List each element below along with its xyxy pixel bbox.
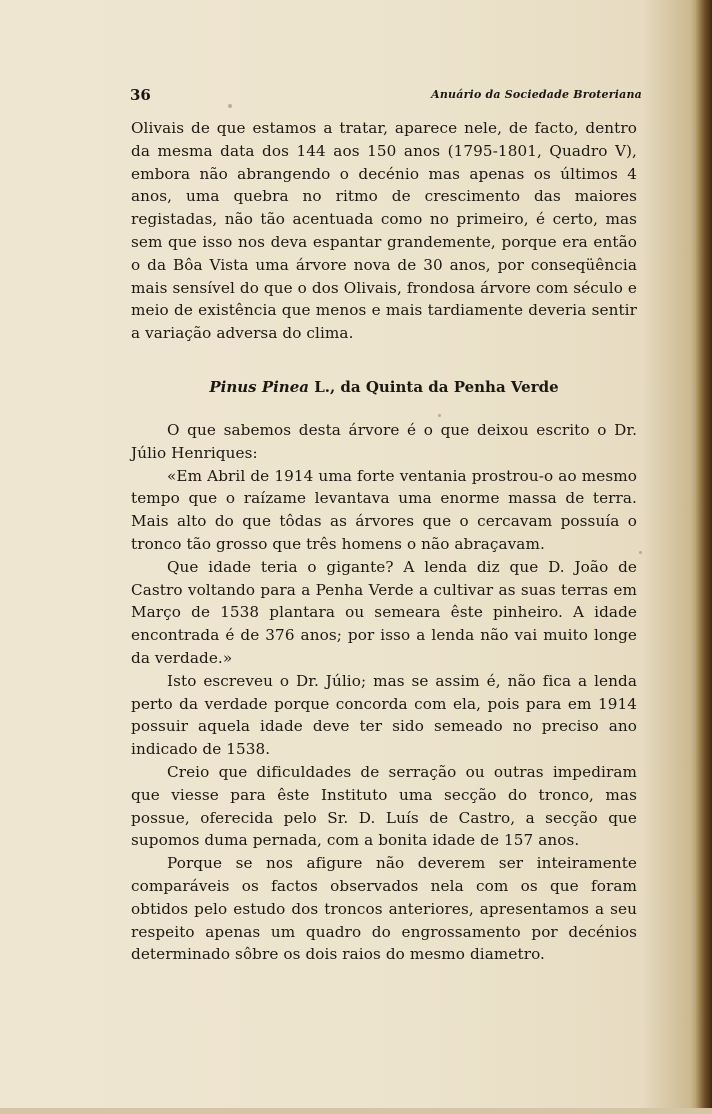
paragraph: Isto escreveu o Dr. Júlio; mas se assim é, não fica a lenda perto da verdade porque concorda com ela, pois para em 1914 possuir aquela idade deve ter sido semeado no preciso ano indicado de 1538. — [131, 671, 637, 759]
paragraph: Olivais de que estamos a tratar, aparece nele, de facto, dentro da mesma data dos 144 aos 150 anos (1795-1801, Quadro V), embora não abrangendo o decénio mas apenas os últimos 4 anos, uma quebra no ritmo de crescimento das maiores registadas, não tão acentuada como no primeiro, é certo, mas sem que isso nos deva espantar grandemente, porque era então o da Bôa Vista uma árvore nova de 30 anos, por conseqüência mais sensível do que o dos Olivais, frondosa árvore com século e meio de existência que menos e mais tardiamente deveria sentir a variação adversa do clima. — [131, 119, 637, 343]
paper-speck — [228, 104, 232, 108]
paragraph: O que sabemos desta árvore é o que deixou escrito o Dr. Júlio Henriques: — [131, 421, 637, 462]
book-spine-edge — [696, 0, 712, 1114]
paragraph: Creio que dificuldades de serração ou outras impediram que viesse para êste Instituto uma secção do tronco, mas possue, oferecida pelo Sr. D. Luís de Castro, a secção que supomos duma pernada, com a bonita idade de 157 anos. — [131, 762, 637, 850]
section-heading — [131, 378, 637, 396]
journal-title: Anuário da Sociedade Broteriana — [431, 88, 642, 101]
paper-speck — [639, 551, 642, 554]
section-heading-rest: L., da Quinta da Penha Verde — [308, 378, 559, 396]
quote-paragraph: Que idade teria o gigante? A lenda diz que D. João de Castro voltando para a Penha Verde a cultivar as suas terras em Março de 1538 plantara ou semeara êste pinheiro. A idade encontrada é de 376 anos; por isso a lenda não vai muito longe da verdade.» — [131, 557, 637, 667]
quote-paragraph: «Em Abril de 1914 uma forte ventania prostrou-o ao mesmo tempo que o raízame levantava uma enorme massa de terra. Mais alto do que tôdas as árvores que o cercavam possuía o tronco tão grosso que três homens o não abraçavam. — [131, 466, 637, 553]
page-bottom-edge — [0, 1108, 712, 1114]
page-number: 36 — [130, 86, 151, 104]
paper-speck — [438, 414, 441, 417]
running-head — [130, 86, 642, 106]
paragraph: Porque se nos afigure não deverem ser inteiramente comparáveis os factos observados nela com os que foram obtidos pelo estudo dos troncos anteriores, apresentamos a seu respeito apenas um quadro do engrossamento por decénios determinado sôbre os dois raios do mesmo diametro. — [131, 854, 637, 964]
species-name: Pinus Pinea — [209, 378, 309, 396]
text-block-continuation — [131, 117, 637, 345]
text-block-section — [131, 419, 637, 966]
